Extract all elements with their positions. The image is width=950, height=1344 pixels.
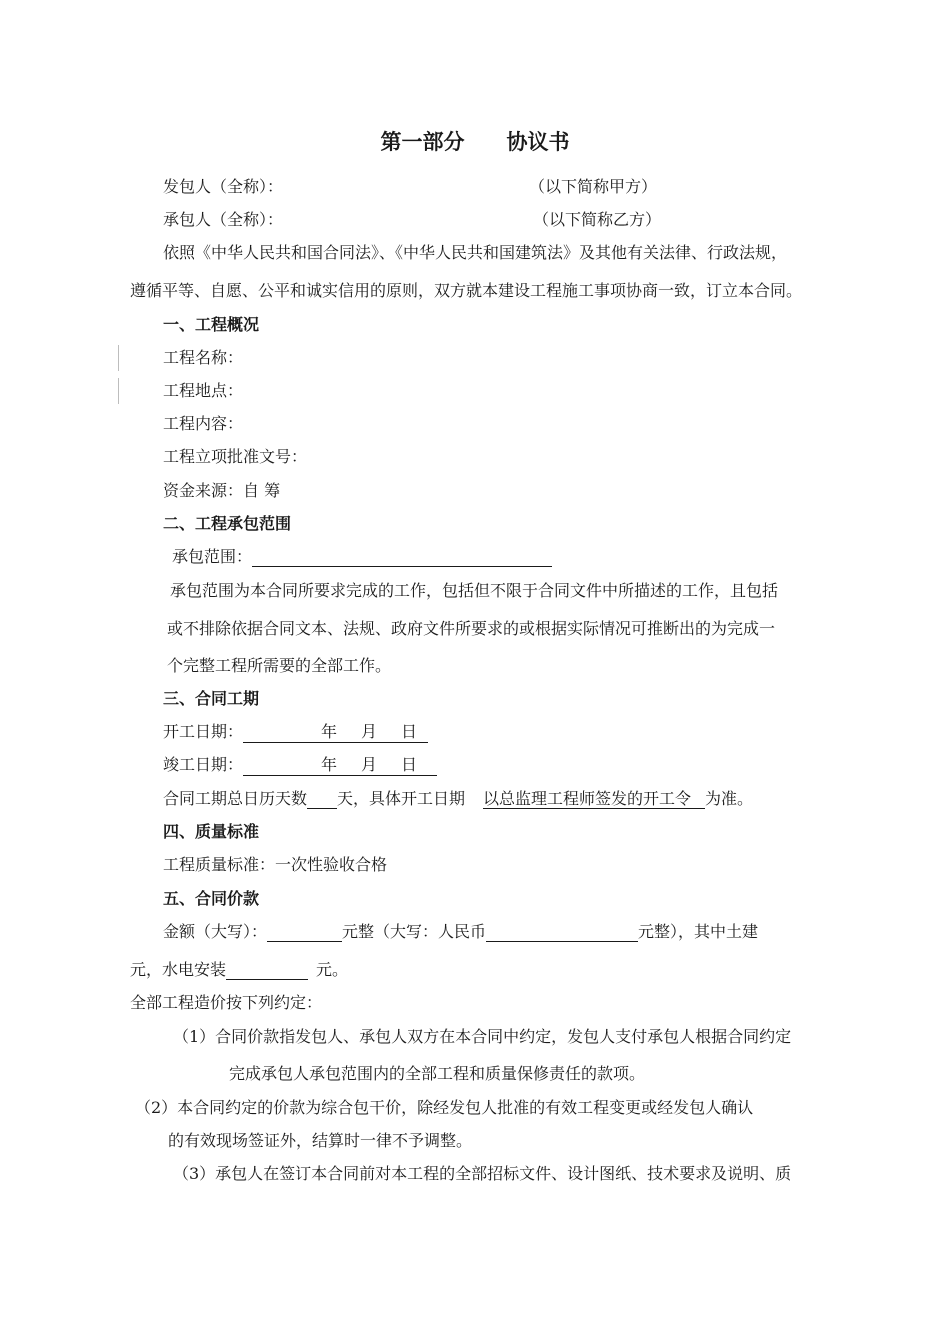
start-date-blank	[243, 722, 428, 743]
amount-mid: 元整（大写：人民币	[342, 922, 487, 941]
section-4-heading: 四、质量标准	[163, 822, 260, 841]
scope-desc-line-1: 承包范围为本合同所要求完成的工作，包括但不限于合同文件中所描述的工作，且包括	[170, 581, 779, 600]
amount-line-2	[130, 960, 348, 980]
scope-label: 承包范围：	[172, 547, 253, 566]
amount-rmb-blank	[486, 924, 638, 942]
amount-line	[163, 922, 758, 942]
project-content-label: 工程内容：	[163, 414, 244, 433]
intro-line-2: 遵循平等、自愿、公平和诚实信用的原则，双方就本建设工程施工事项协商一致，订立本合同。	[130, 281, 803, 300]
start-date-line	[163, 722, 428, 743]
start-date-label: 开工日期：	[163, 722, 244, 741]
section-5-heading: 五、合同价款	[163, 889, 260, 908]
approval-number-label: 工程立项批准文号：	[163, 447, 308, 466]
amount-line2-suffix: 元。	[316, 960, 349, 979]
scope-desc-line-3: 个完整工程所需要的全部工作。	[167, 656, 392, 675]
scope-blank	[252, 549, 552, 567]
amount-suffix: 元整），其中土建	[638, 922, 759, 941]
price-agreement: 全部工程造价按下列约定：	[130, 993, 323, 1012]
item-3-line-1: （3）承包人在签订本合同前对本工程的全部招标文件、设计图纸、技术要求及说明、质	[173, 1164, 792, 1183]
revision-mark	[118, 378, 119, 404]
intro-line-1: 依照《中华人民共和国合同法》、《中华人民共和国建筑法》及其他有关法律、行政法规，	[163, 243, 788, 262]
start-year: 年	[321, 722, 338, 741]
title-part: 第一部分	[380, 130, 465, 154]
amount-blank	[267, 924, 342, 942]
duration-suffix: 为准。	[705, 789, 754, 808]
revision-mark	[118, 345, 119, 371]
section-2-heading: 二、工程承包范围	[163, 514, 292, 533]
employer-label: 发包人（全称）：	[163, 177, 284, 196]
plumbing-electrical-blank	[226, 962, 308, 980]
section-3-heading: 三、合同工期	[163, 689, 260, 708]
amount-label: 金额（大写）：	[163, 922, 268, 941]
finish-date-line	[163, 755, 437, 776]
start-day: 日	[401, 722, 418, 741]
duration-days-blank	[307, 791, 337, 809]
page-title	[0, 126, 950, 156]
funding-label: 资金来源：	[163, 481, 244, 500]
item-2-line-2: 的有效现场签证外，结算时一律不予调整。	[168, 1131, 473, 1150]
employer-short: （以下简称甲方）	[529, 177, 658, 196]
scope-desc-line-2: 或不排除依据合同文本、法规、政府文件所要求的或根据实际情况可推断出的为完成一	[167, 619, 776, 638]
duration-mid: 天，具体开工日期	[337, 789, 466, 808]
project-name-label: 工程名称：	[163, 348, 244, 367]
funding-source	[163, 481, 280, 501]
item-1-line-2: 完成承包人承包范围内的全部工程和质量保修责任的款项。	[229, 1064, 646, 1083]
finish-date-blank	[243, 755, 437, 776]
start-basis: 以总监理工程师签发的开工令	[483, 789, 705, 809]
scope-line	[172, 547, 552, 567]
section-1-heading: 一、工程概况	[163, 315, 260, 334]
duration-prefix: 合同工期总日历天数	[163, 789, 308, 808]
finish-day: 日	[401, 755, 418, 774]
contractor-short: （以下简称乙方）	[533, 210, 662, 229]
start-month: 月	[361, 722, 378, 741]
finish-date-label: 竣工日期：	[163, 755, 244, 774]
funding-value: 自 筹	[243, 481, 281, 500]
quality-standard: 工程质量标准：一次性验收合格	[163, 855, 388, 874]
duration-line	[163, 789, 753, 809]
project-location-label: 工程地点：	[163, 381, 244, 400]
amount-line2-prefix: 元，水电安装	[130, 960, 227, 979]
contractor-label: 承包人（全称）：	[163, 210, 284, 229]
item-2-line-1: （2）本合同约定的价款为综合包干价，除经发包人批准的有效工程变更或经发包人确认	[135, 1098, 754, 1117]
item-1-line-1: （1）合同价款指发包人、承包人双方在本合同中约定，发包人支付承包人根据合同约定	[173, 1027, 792, 1046]
finish-year: 年	[321, 755, 338, 774]
title-name: 协议书	[506, 130, 570, 154]
finish-month: 月	[361, 755, 378, 774]
